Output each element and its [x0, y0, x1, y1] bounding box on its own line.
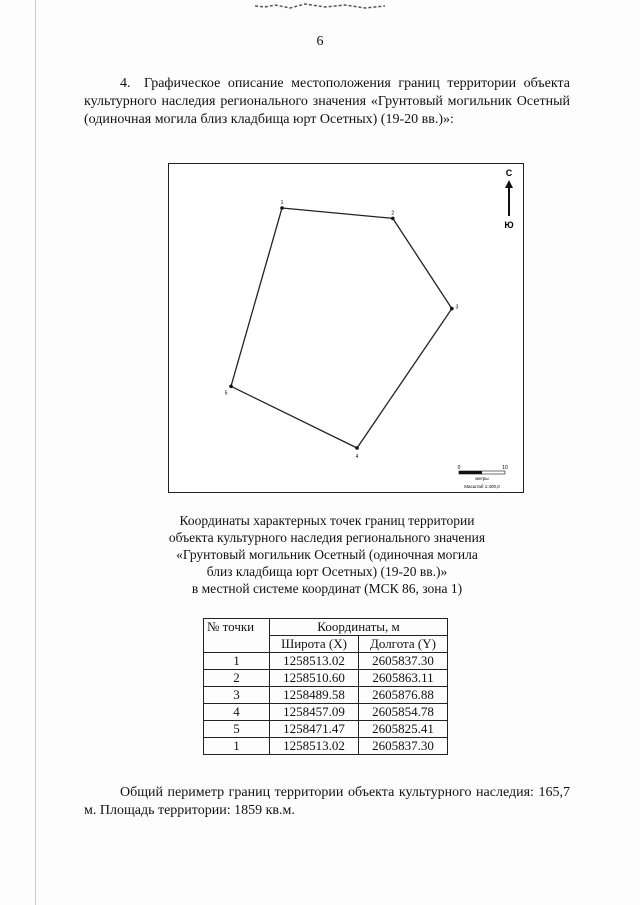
caption-line: объекта культурного наследия регионального значения: [168, 530, 486, 545]
boundary-vertex: [450, 307, 454, 311]
point-number-cell: 5: [204, 721, 270, 738]
vertex-label: 1: [280, 200, 284, 206]
compass-north-label: С: [505, 168, 513, 178]
longitude-cell: 2605863.11: [358, 670, 447, 687]
latitude-cell: 1258510.60: [270, 670, 359, 687]
latitude-cell: 1258513.02: [270, 653, 359, 670]
map-scale-text: Масштаб 1:400,0: [464, 484, 500, 489]
table-row: [204, 653, 448, 670]
map-canvas: [169, 164, 523, 492]
coordinates-table: [203, 618, 448, 755]
north-arrow-icon: [504, 168, 513, 230]
scalebar-end: 10: [502, 465, 508, 471]
scan-noise: [255, 2, 395, 12]
caption-line: «Грунтовый могильник Осетный (одиночная могила: [176, 547, 478, 562]
point-number-cell: 1: [204, 738, 270, 755]
caption-line: близ кладбища юрт Осетных) (19-20 вв.)»: [206, 564, 448, 579]
longitude-cell: 2605854.78: [358, 704, 447, 721]
longitude-cell: 2605837.30: [358, 738, 447, 755]
latitude-cell: 1258489.58: [270, 687, 359, 704]
boundary-map: [168, 163, 524, 493]
table-row: [204, 738, 448, 755]
scan-edge-line: [35, 0, 36, 905]
vertex-label: 4: [355, 454, 359, 460]
scalebar-unit: метры: [475, 476, 489, 481]
perimeter-area-text: Общий периметр границ территории объекта культурного наследия: 165,7 м. Площадь территории: 1859 кв.м.: [84, 785, 570, 818]
column-header-longitude: Долгота (Y): [358, 636, 447, 653]
vertex-label: 2: [391, 210, 395, 217]
point-number-cell: 4: [204, 704, 270, 721]
vertex-label: 5: [224, 390, 228, 397]
section-number: 4.: [120, 76, 131, 91]
table-row: [204, 670, 448, 687]
table-row: [204, 704, 448, 721]
latitude-cell: 1258471.47: [270, 721, 359, 738]
table-caption: [84, 512, 570, 597]
point-number-cell: 1: [204, 653, 270, 670]
section-description: Графическое описание местоположения границ территории объекта культурного наследия регионального значения «Грунтовый могильник Осетный (одиночная могила близ кладбища юрт Осетных) (19-20 вв.)»:: [84, 76, 570, 127]
caption-line: в местной системе координат (МСК 86, зона 1): [191, 581, 463, 596]
longitude-cell: 2605876.88: [358, 687, 447, 704]
boundary-vertex: [391, 217, 395, 221]
table-row: [204, 687, 448, 704]
column-header-point: № точки: [204, 619, 270, 653]
compass-south-label: Ю: [504, 220, 514, 230]
summary-text: [84, 784, 570, 820]
scale-bar: [458, 465, 508, 489]
longitude-cell: 2605837.30: [358, 653, 447, 670]
boundary-polygon: [231, 208, 452, 448]
boundary-vertex: [280, 206, 284, 210]
scalebar-start: 0: [457, 465, 461, 471]
boundary-vertex: [229, 384, 233, 388]
latitude-cell: 1258513.02: [270, 738, 359, 755]
table-row: [204, 721, 448, 738]
column-header-coordinates: Координаты, м: [270, 619, 448, 636]
latitude-cell: 1258457.09: [270, 704, 359, 721]
column-header-latitude: Широта (X): [270, 636, 359, 653]
boundary-vertex: [355, 446, 359, 450]
point-number-cell: 3: [204, 687, 270, 704]
longitude-cell: 2605825.41: [358, 721, 447, 738]
section-text: [84, 75, 570, 129]
point-number-cell: 2: [204, 670, 270, 687]
caption-line: Координаты характерных точек границ территории: [179, 513, 475, 528]
page-number: 6: [316, 34, 324, 49]
vertex-label: 3: [455, 304, 459, 311]
